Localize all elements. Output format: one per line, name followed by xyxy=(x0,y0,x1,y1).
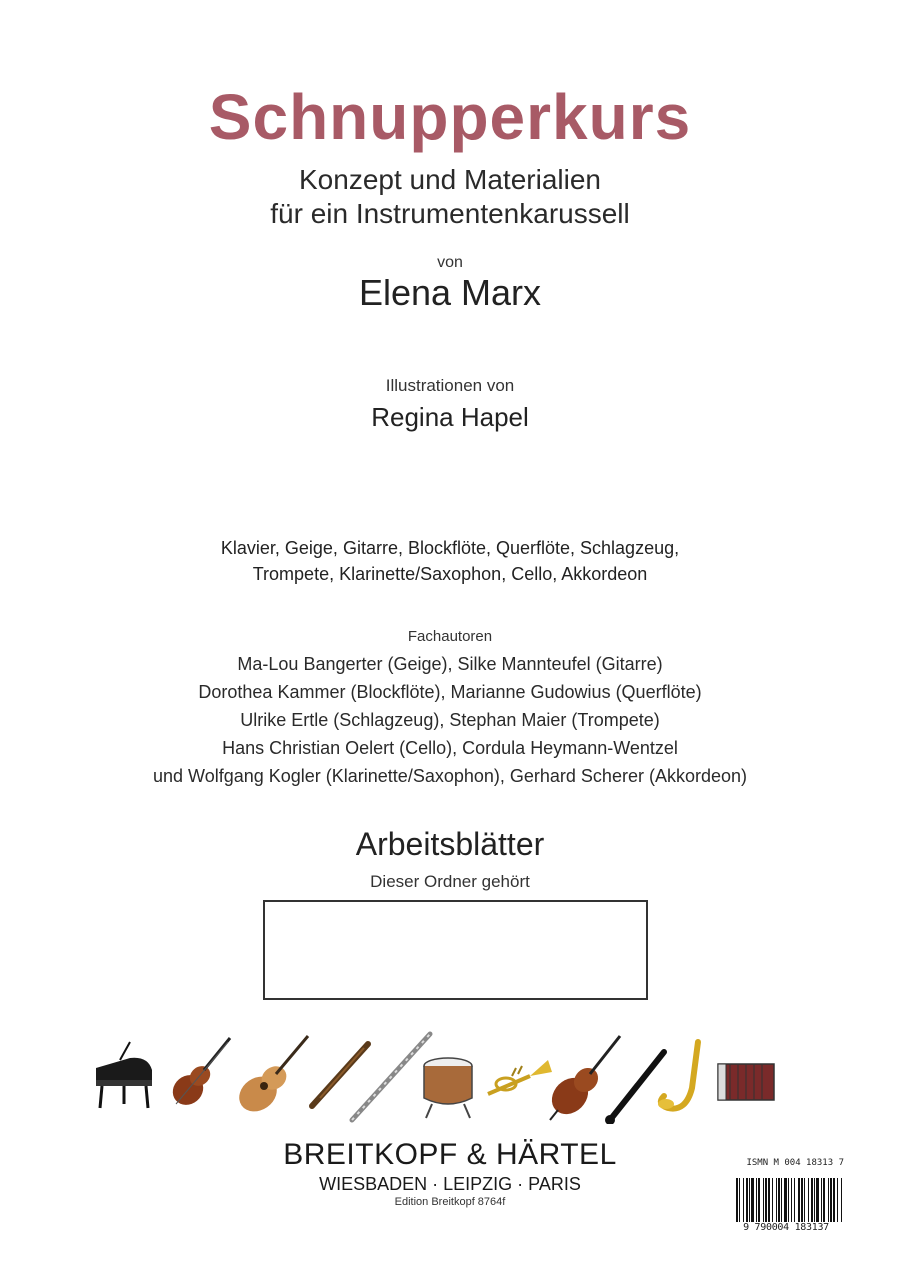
barcode-bar xyxy=(794,1178,795,1222)
cello-icon xyxy=(545,1036,620,1121)
instruments-line-2: Trompete, Klarinette/Saxophon, Cello, Akkordeon xyxy=(252,564,648,584)
barcode-bar xyxy=(808,1178,809,1222)
barcode-bar xyxy=(772,1178,773,1222)
contributors-label: Fachautoren xyxy=(407,628,493,645)
barcode-bar xyxy=(781,1178,782,1222)
clarinet-icon xyxy=(605,1052,664,1124)
barcode-bar xyxy=(828,1178,829,1222)
barcode-bar xyxy=(833,1178,835,1222)
contributor-line: Ulrike Ertle (Schlagzeug), Stephan Maier (Trompete) xyxy=(240,710,660,730)
barcode-bar xyxy=(765,1178,767,1222)
edition-number: Edition Breitkopf 8764f xyxy=(394,1196,506,1208)
barcode-bar xyxy=(778,1178,780,1222)
barcode-bar xyxy=(784,1178,787,1222)
violin-icon xyxy=(167,1038,230,1111)
instrument-illustrations xyxy=(90,1024,790,1124)
barcode xyxy=(734,1178,844,1222)
subtitle-line-2: für ein Instrumentenkarussell xyxy=(270,198,630,229)
barcode-bar xyxy=(821,1178,822,1222)
barcode-bar xyxy=(736,1178,738,1222)
barcode-bar xyxy=(798,1178,800,1222)
barcode-bar xyxy=(814,1178,815,1222)
by-label: von xyxy=(437,254,463,271)
accordion-icon xyxy=(718,1064,774,1100)
barcode-bar xyxy=(837,1178,838,1222)
barcode-bar xyxy=(801,1178,803,1222)
ismn-number: ISMN M 004 18313 7 xyxy=(746,1158,844,1168)
contributor-line: Ma-Lou Bangerter (Geige), Silke Mannteufel (Gitarre) xyxy=(237,654,663,674)
owner-label: Dieser Ordner gehört xyxy=(370,872,530,891)
barcode-bar xyxy=(739,1178,740,1222)
piano-icon xyxy=(96,1042,152,1108)
author-name: Elena Marx xyxy=(358,272,542,313)
guitar-icon xyxy=(232,1036,308,1119)
contributor-line: Dorothea Kammer (Blockflöte), Marianne Gudowius (Querflöte) xyxy=(198,682,702,702)
barcode-bar xyxy=(776,1178,777,1222)
barcode-bar xyxy=(830,1178,832,1222)
barcode-bar xyxy=(791,1178,792,1222)
drum-icon xyxy=(424,1058,472,1118)
barcode-digits: 9 790004 183137 xyxy=(743,1222,829,1233)
trumpet-icon xyxy=(488,1060,552,1094)
barcode-bar xyxy=(811,1178,813,1222)
barcode-bar xyxy=(749,1178,750,1222)
barcode-bar xyxy=(804,1178,805,1222)
illustrations-label: Illustrationen von xyxy=(385,376,515,395)
barcode-bar xyxy=(763,1178,764,1222)
publisher-cities: WIESBADEN · LEIPZIG · PARIS xyxy=(319,1174,581,1194)
recorder-icon xyxy=(312,1044,368,1106)
barcode-bar xyxy=(841,1178,842,1222)
publisher-name: BREITKOPF & HÄRTEL xyxy=(283,1138,617,1171)
barcode-bar xyxy=(743,1178,744,1222)
contributor-line: und Wolfgang Kogler (Klarinette/Saxophon), Gerhard Scherer (Akkordeon) xyxy=(153,766,747,786)
worksheets-title: Arbeitsblätter xyxy=(355,826,545,862)
barcode-bar xyxy=(768,1178,770,1222)
contributor-line: Hans Christian Oelert (Cello), Cordula Heymann-Wentzel xyxy=(222,738,678,758)
barcode-bar xyxy=(756,1178,757,1222)
owner-name-box[interactable] xyxy=(263,900,648,1000)
barcode-bar xyxy=(788,1178,789,1222)
barcode-bar xyxy=(751,1178,754,1222)
subtitle-line-1: Konzept und Materialien xyxy=(299,164,601,195)
barcode-bar xyxy=(758,1178,760,1222)
barcode-bar xyxy=(816,1178,819,1222)
illustrator-name: Regina Hapel xyxy=(371,402,529,432)
barcode-bar xyxy=(746,1178,748,1222)
barcode-bar xyxy=(823,1178,825,1222)
cover-title: Schnupperkurs xyxy=(208,81,692,153)
instruments-line-1: Klavier, Geige, Gitarre, Blockflöte, Querflöte, Schlagzeug, xyxy=(220,538,680,558)
